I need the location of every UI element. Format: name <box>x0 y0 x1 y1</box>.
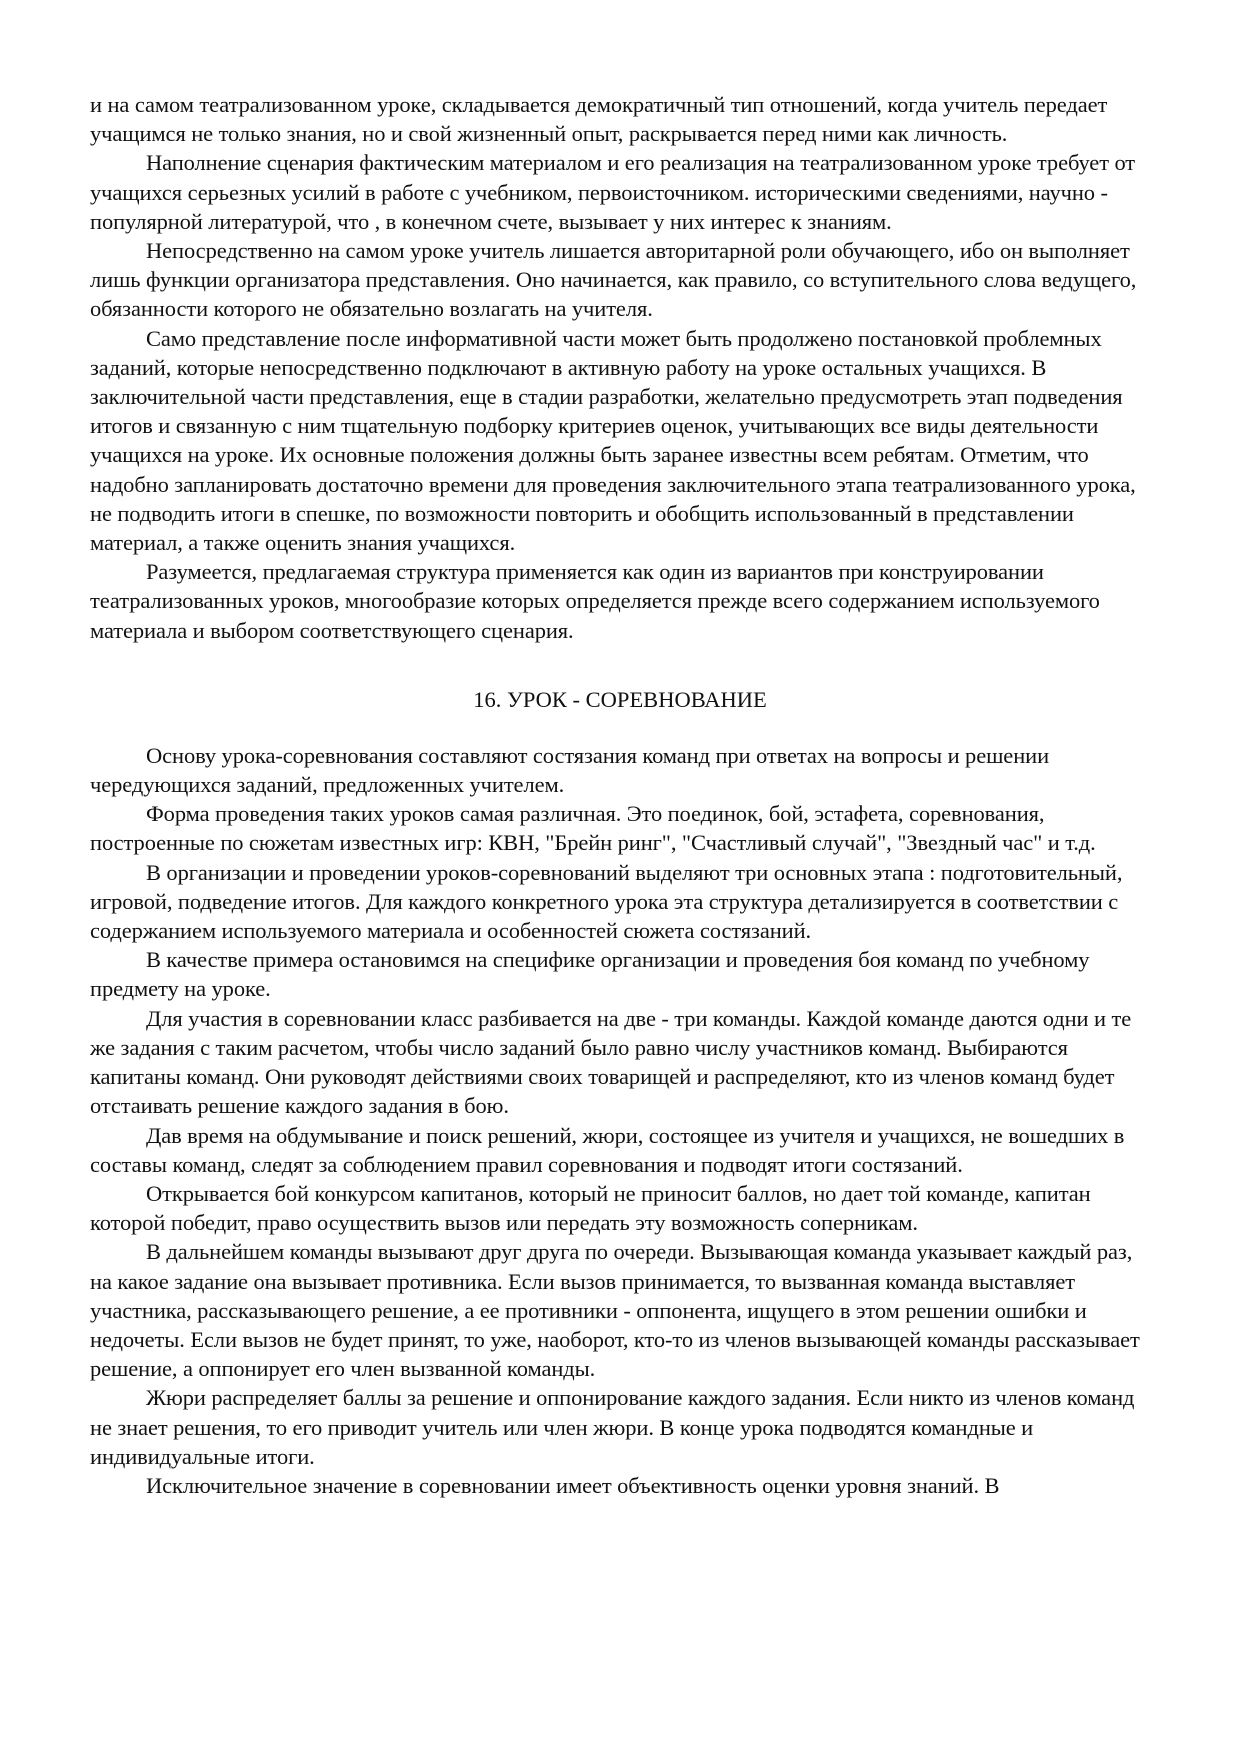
paragraph: Разумеется, предлагаемая структура применяется как один из вариантов при конструировании театрализованных уроков, многообразие которых определяется прежде всего содержанием используемого материала и выбором соответствующего сценария. <box>90 559 1100 643</box>
paragraph: В дальнейшем команды вызывают друг друга по очереди. Вызывающая команда указывает каждый раз, на какое задание она вызывает противника. Если вызов принимается, то вызванная команда выставляет участника, рассказывающего решение, а ее противники - оппонента, ищущего в этом решении ошибки и недочеты. Если вызов не будет принят, то уже, наоборот, кто-то из членов вызывающей команды рассказывает решение, а оппонирует его член вызванной команды. <box>90 1239 1140 1382</box>
paragraph: Исключительное значение в соревновании имеет объективность оценки уровня знаний. В <box>146 1472 1000 1498</box>
document-page <box>90 90 1150 1500</box>
paragraph: Непосредственно на самом уроке учитель лишается авторитарной роли обучающего, ибо он выполняет лишь функции организатора представления. Оно начинается, как правило, со вступительного слова ведущего, обязанности которого не обязательно возлагать на учителя. <box>90 238 1137 322</box>
paragraph: Форма проведения таких уроков самая различная. Это поединок, бой, эстафета, соревнования, построенные по сюжетам известных игр: КВН, "Брейн ринг", "Счастливый случай", "Звездный час" и т.д. <box>90 801 1096 856</box>
paragraph: В качестве примера остановимся на специфике организации и проведения боя команд по учебному предмету на уроке. <box>90 947 1090 1002</box>
paragraph: Дав время на обдумывание и поиск решений, жюри, состоящее из учителя и учащихся, не вошедших в составы команд, следят за соблюдением правил соревнования и подводят итоги состязаний. <box>90 1122 1125 1177</box>
paragraph: Основу урока-соревнования составляют состязания команд при ответах на вопросы и решении чередующихся заданий, предложенных учителем. <box>90 742 1050 798</box>
paragraph: Наполнение сценария фактическим материалом и его реализация на театрализованном уроке требует от учащихся серьезных усилий в работе с учебником, первоисточником. историческими сведениями, научно - популярной литературой, что , в конечном счете, вызывает у них интерес к знаниям. <box>90 150 1136 234</box>
paragraph: Жюри распределяет баллы за решение и оппонирование каждого задания. Если никто из членов команд не знает решения, то его приводит учитель или член жюри. В конце урока подводятся командные и индивидуальные итоги. <box>90 1385 1135 1469</box>
paragraph: Само представление после информативной части может быть продолжено постановкой проблемных заданий, которые непосредственно подключают в активную работу на уроке остальных учащихся. В заключительной части представления, еще в стадии разработки, желательно предусмотреть этап подведения итогов и связанную с ним тщательную подборку критериев оценок, учитывающих все виды деятельности учащихся на уроке. Их основные положения должны быть заранее известны всем ребятам. Отметим, что надобно запланировать достаточно времени для проведения заключительного этапа театрализованного урока, не подводить итоги в спешке, по возможности повторить и обобщить использованный в представлении материал, а также оценить знания учащихся. <box>90 325 1136 556</box>
paragraph: и на самом театрализованном уроке, складывается демократичный тип отношений, когда учитель передает учащимся не только знания, но и свой жизненный опыт, раскрывается перед ними как личность. <box>90 92 1108 147</box>
paragraph: В организации и проведении уроков-соревнований выделяют три основных этапа : подготовительный, игровой, подведение итогов. Для каждого конкретного урока эта структура детализируется в соответствии с содержанием используемого материала и особенностей сюжета состязаний. <box>90 859 1123 944</box>
paragraph: Открывается бой конкурсом капитанов, который не приносит баллов, но дает той команде, капитан которой победит, право осуществить вызов или передать эту возможность соперникам. <box>90 1180 1091 1236</box>
section-heading: 16. УРОК - СОРЕВНОВАНИЕ <box>473 686 767 712</box>
paragraph: Для участия в соревновании класс разбивается на две - три команды. Каждой команде даются одни и те же задания с таким расчетом, чтобы число заданий было равно числу участников команд. Выбираются капитаны команд. Они руководят действиями своих товарищей и распределяют, кто из членов команд будет отстаивать решение каждого задания в бою. <box>90 1005 1132 1119</box>
